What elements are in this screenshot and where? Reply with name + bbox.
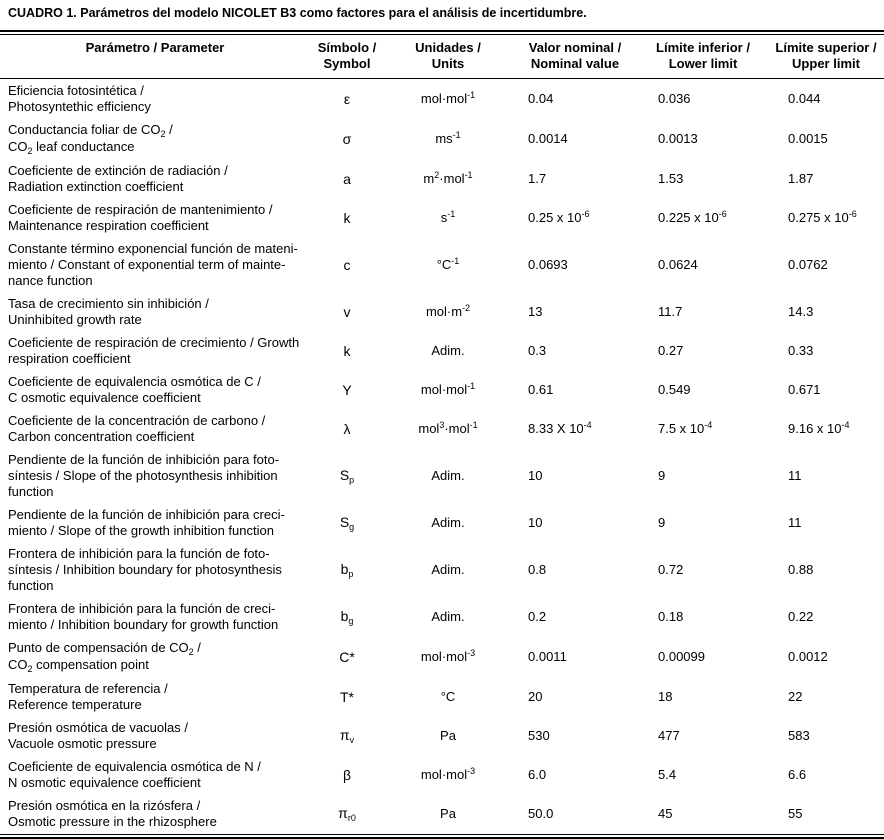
units-cell: mol·mol$^{-3}$ [420, 765, 476, 782]
upper-limit-cell: 11 [788, 468, 802, 483]
symbol-cell: C* [339, 649, 355, 665]
upper-limit-cell: 55 [788, 806, 803, 821]
lower-limit-cell: 0.27 [658, 343, 684, 358]
symbol-cell: ε [343, 91, 351, 107]
nominal-value-cell: 530 [528, 728, 550, 743]
parameter-cell: Conductancia foliar de $CO_2$ / $CO_2$ leaf conductance [8, 122, 173, 156]
symbol-cell: v [343, 304, 351, 320]
lower-limit-cell: 7.5 x $10^{-4}$ [658, 419, 713, 436]
nominal-value-cell: 6.0 [528, 767, 547, 782]
parameter-cell: Coeficiente de respiración de mantenimiento / Maintenance respiration coefficient [8, 202, 273, 233]
parameter-cell: Coeficiente de equivalencia osmótica de C / C osmotic equivalence coefficient [8, 374, 261, 405]
column-header: Parámetro / Parameter [0, 35, 310, 79]
lower-limit-cell: 0.225 x $10^{-6}$ [658, 208, 727, 225]
units-cell: $m^2\cdot mol^{-1}$ [423, 169, 473, 186]
lower-limit-cell: 1.53 [658, 171, 684, 186]
bottom-rule-thin [0, 834, 884, 835]
header-row [0, 35, 884, 79]
column-header: Valor nominal / Nominal value [512, 35, 638, 79]
table-row [0, 79, 884, 119]
units-cell: mol·mol$^{-1}$ [420, 380, 476, 397]
column-header: Símbolo / Symbol [310, 35, 384, 79]
symbol-cell: T* [340, 689, 354, 705]
units-cell: mol·mol$^{-3}$ [420, 647, 476, 664]
upper-limit-cell: 11 [788, 515, 802, 530]
table-head [0, 35, 884, 79]
nominal-value-cell: 0.04 [528, 91, 554, 106]
parameter-cell: Tasa de crecimiento sin inhibición / Uninhibited growth rate [8, 296, 209, 327]
upper-limit-cell: 0.044 [788, 91, 821, 106]
symbol-cell: $b_p$ [340, 561, 354, 579]
upper-limit-cell: 14.3 [788, 304, 814, 319]
nominal-value-cell: 0.3 [528, 343, 547, 358]
units-cell: $ms^{-1}$ [435, 129, 461, 146]
top-rule-thick [0, 30, 884, 32]
lower-limit-cell: 0.72 [658, 562, 684, 577]
lower-limit-cell: 0.0624 [658, 257, 698, 272]
upper-limit-cell: 0.671 [788, 382, 821, 397]
column-header: Unidades / Units [384, 35, 512, 79]
parameter-cell: Eficiencia fotosintética / Photosyntethic efficiency [8, 83, 151, 114]
lower-limit-cell: 0.549 [658, 382, 691, 397]
symbol-cell: c [343, 257, 351, 273]
table-row [0, 159, 884, 198]
parameter-cell: Coeficiente de respiración de crecimiento / Growth respiration coefficient [8, 335, 300, 366]
lower-limit-cell: 477 [658, 728, 680, 743]
column-header: Límite inferior / Lower limit [638, 35, 768, 79]
nominal-value-cell: 0.25 x $10^{-6}$ [528, 208, 590, 225]
table-row [0, 237, 884, 292]
nominal-value-cell: 13 [528, 304, 543, 319]
symbol-cell: σ [342, 131, 352, 147]
symbol-cell: k [343, 210, 351, 226]
symbol-cell: $S_p$ [339, 467, 355, 485]
parameter-cell: Coeficiente de equivalencia osmótica de N / N osmotic equivalence coefficient [8, 759, 261, 790]
upper-limit-cell: 6.6 [788, 767, 807, 782]
symbol-cell: a [343, 171, 351, 187]
nominal-value-cell: 0.61 [528, 382, 554, 397]
lower-limit-cell: 0.036 [658, 91, 691, 106]
parameter-cell: Coeficiente de extinción de radiación / Radiation extinction coefficient [8, 163, 228, 194]
nominal-value-cell: 0.0014 [528, 131, 568, 146]
lower-limit-cell: 0.0013 [658, 131, 698, 146]
table-body [0, 79, 884, 834]
upper-limit-cell: 0.275 x $10^{-6}$ [788, 208, 857, 225]
table-row [0, 409, 884, 448]
table-row [0, 677, 884, 716]
nominal-value-cell: 10 [528, 468, 543, 483]
upper-limit-cell: 0.88 [788, 562, 814, 577]
upper-limit-cell: 9.16 x $10^{-4}$ [788, 419, 850, 436]
units-cell: $s^{-1}$ [440, 208, 456, 225]
parameter-cell: Pendiente de la función de inhibición para foto- síntesis / Slope of the photosynthesis inhibition function [8, 452, 280, 499]
table-row [0, 542, 884, 597]
upper-limit-cell: 1.87 [788, 171, 814, 186]
table-row [0, 370, 884, 409]
symbol-cell: β [342, 767, 352, 783]
nominal-value-cell: 0.2 [528, 609, 547, 624]
units-cell: Adim. [431, 468, 465, 483]
nominal-value-cell: 0.0011 [528, 649, 567, 664]
table-row [0, 716, 884, 755]
nominal-value-cell: 0.8 [528, 562, 547, 577]
units-cell: Adim. [431, 343, 465, 358]
parameter-cell: Coeficiente de la concentración de carbono / Carbon concentration coefficient [8, 413, 266, 444]
parameter-cell: Temperatura de referencia / Reference temperature [8, 681, 168, 712]
table-row [0, 198, 884, 237]
table-row [0, 448, 884, 503]
upper-limit-cell: 0.0012 [788, 649, 828, 664]
parameter-cell: Frontera de inhibición para la función de foto- síntesis / Inhibition boundary for photosynthesis function [8, 546, 282, 593]
table-row [0, 794, 884, 833]
lower-limit-cell: 9 [658, 515, 666, 530]
symbol-cell: $\pi_{r0}$ [338, 805, 356, 823]
parameter-cell: Presión osmótica de vacuolas / Vacuole osmotic pressure [8, 720, 188, 751]
parameter-cell: Pendiente de la función de inhibición para creci- miento / Slope of the growth inhibition function [8, 507, 285, 538]
units-cell: mol$^3$·mol$^{-1}$ [418, 419, 478, 436]
upper-limit-cell: 0.0015 [788, 131, 828, 146]
nominal-value-cell: 0.0693 [528, 257, 568, 272]
lower-limit-cell: 18 [658, 689, 673, 704]
lower-limit-cell: 11.7 [658, 304, 683, 319]
units-cell: Pa [440, 806, 456, 821]
table-row [0, 503, 884, 542]
symbol-cell: λ [343, 421, 351, 437]
table-row [0, 755, 884, 794]
parameter-cell: Frontera de inhibición para la función de creci- miento / Inhibition boundary for growth function [8, 601, 279, 632]
nominal-value-cell: 8.33 X $10^{-4}$ [528, 419, 592, 436]
symbol-cell: $\pi_v$ [339, 727, 355, 745]
table-row [0, 636, 884, 677]
nominal-value-cell: 1.7 [528, 171, 547, 186]
symbol-cell: $S_g$ [339, 514, 355, 532]
parameter-cell: Punto de compensación de $CO_2$ / $CO_2$ compensation point [8, 640, 201, 674]
upper-limit-cell: 0.0762 [788, 257, 828, 272]
lower-limit-cell: 0.00099 [658, 649, 705, 664]
units-cell: $mol\cdot m^{-2}$ [425, 302, 471, 319]
table-row [0, 118, 884, 159]
upper-limit-cell: 583 [788, 728, 810, 743]
units-cell: $^\circ C^{-1}$ [436, 255, 460, 272]
upper-limit-cell: 0.33 [788, 343, 814, 358]
parameters-table [0, 35, 884, 833]
lower-limit-cell: 9 [658, 468, 666, 483]
symbol-cell: $b_g$ [340, 608, 354, 626]
units-cell: Adim. [431, 609, 465, 624]
parameter-cell: Presión osmótica en la rizósfera / Osmotic pressure in the rhizosphere [8, 798, 217, 829]
lower-limit-cell: 45 [658, 806, 673, 821]
upper-limit-cell: 22 [788, 689, 803, 704]
units-cell: Pa [440, 728, 456, 743]
lower-limit-cell: 0.18 [658, 609, 684, 624]
symbol-cell: Y [342, 382, 352, 398]
table-row [0, 331, 884, 370]
units-cell: °C [440, 689, 456, 704]
nominal-value-cell: 10 [528, 515, 543, 530]
parameter-cell: Constante término exponencial función de mateni- miento / Constant of exponential term of mainte- nance function [8, 241, 298, 288]
table-row [0, 597, 884, 636]
upper-limit-cell: 0.22 [788, 609, 814, 624]
nominal-value-cell: 50.0 [528, 806, 554, 821]
nominal-value-cell: 20 [528, 689, 543, 704]
symbol-cell: k [343, 343, 351, 359]
units-cell: mol·mol$^{-1}$ [420, 89, 476, 106]
units-cell: Adim. [431, 562, 465, 577]
column-header: Límite superior / Upper limit [768, 35, 884, 79]
units-cell: Adim. [431, 515, 465, 530]
table-row [0, 292, 884, 331]
table-caption: CUADRO 1. Parámetros del modelo NICOLET B3 como factores para el análisis de incertidumbre. [8, 6, 587, 20]
lower-limit-cell: 5.4 [658, 767, 677, 782]
